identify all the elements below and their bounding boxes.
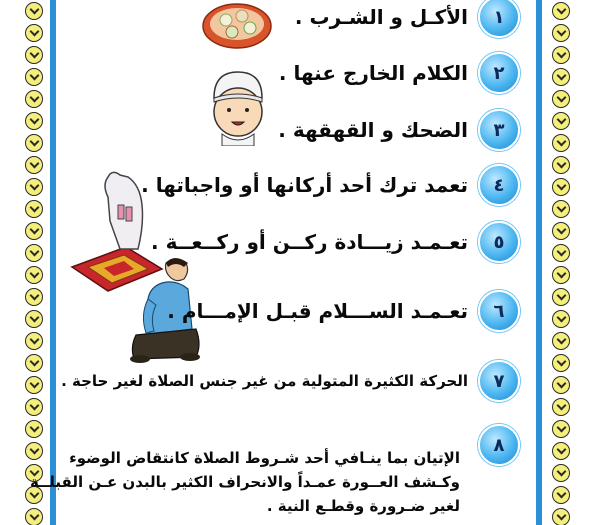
chevron-down-icon	[25, 222, 43, 240]
text-line: لغير ضـرورة وقطـع النية .	[266, 497, 460, 515]
chevron-down-icon	[25, 178, 43, 196]
chevron-down-icon	[25, 46, 43, 64]
chevron-down-icon	[25, 244, 43, 262]
chevron-down-icon	[552, 420, 570, 438]
list-item-text	[29, 446, 460, 518]
number-badge: ٦	[478, 290, 520, 332]
chevron-down-icon	[25, 112, 43, 130]
list-item-text: تعـمـد زيـــادة ركــن أو ركــعــة .	[151, 230, 468, 254]
chevron-down-icon	[552, 222, 570, 240]
number-badge: ٧	[478, 360, 520, 402]
chevron-down-icon	[25, 354, 43, 372]
chevron-down-icon	[552, 442, 570, 460]
number-badge: ٣	[478, 109, 520, 151]
chevron-down-icon	[552, 354, 570, 372]
list-item-text: تعمد ترك أحد أركانها أو واجباتها .	[141, 173, 468, 197]
chevron-down-icon	[25, 156, 43, 174]
chevron-down-icon	[25, 200, 43, 218]
list-item-text: الأكـل و الشـرب .	[294, 5, 468, 29]
list-item-text: الضحك و القهقهة .	[278, 118, 468, 142]
chevron-down-icon	[25, 90, 43, 108]
chevron-down-icon	[25, 134, 43, 152]
chevron-down-icon	[552, 464, 570, 482]
right-blue-stripe	[536, 0, 542, 525]
text-line: وكـشف العــورة عمـداً والانحراف الكثير بالبدن عـن القبلــة	[29, 473, 460, 491]
chevron-down-icon	[552, 90, 570, 108]
chevron-down-icon	[25, 442, 43, 460]
chevron-down-icon	[25, 310, 43, 328]
chevron-down-icon	[552, 24, 570, 42]
chevron-down-icon	[552, 508, 570, 525]
chevron-down-icon	[25, 68, 43, 86]
chevron-down-icon	[552, 2, 570, 20]
right-chevron-border	[549, 0, 575, 525]
list-item-text: تعـمـد الســـلام قبـل الإمـــام .	[167, 299, 468, 323]
chevron-down-icon	[25, 288, 43, 306]
list-item	[295, 0, 520, 38]
chevron-down-icon	[25, 508, 43, 525]
chevron-down-icon	[25, 420, 43, 438]
list-item	[141, 164, 520, 206]
chevron-down-icon	[25, 24, 43, 42]
list-item	[61, 360, 520, 402]
left-blue-stripe	[50, 0, 56, 525]
left-chevron-border	[22, 0, 48, 525]
chevron-down-icon	[552, 398, 570, 416]
chevron-down-icon	[552, 112, 570, 130]
chevron-down-icon	[552, 68, 570, 86]
chevron-down-icon	[552, 266, 570, 284]
chevron-down-icon	[552, 376, 570, 394]
number-badge: ٤	[478, 164, 520, 206]
chevron-down-icon	[552, 200, 570, 218]
chevron-down-icon	[25, 266, 43, 284]
list-item-text: الكلام الخارج عنها .	[278, 61, 468, 85]
boy-face-icon	[208, 68, 268, 146]
chevron-down-icon	[25, 332, 43, 350]
list-item	[279, 52, 520, 94]
number-badge: ١	[478, 0, 520, 38]
number-badge: ٥	[478, 221, 520, 263]
chevron-down-icon	[552, 310, 570, 328]
chevron-down-icon	[552, 288, 570, 306]
chevron-down-icon	[25, 376, 43, 394]
number-badge: ٨	[478, 424, 520, 466]
food-plate-icon	[202, 0, 272, 52]
list-item	[167, 290, 520, 332]
chevron-down-icon	[25, 398, 43, 416]
list-item-text: الحركة الكثيرة المتولية من غير جنس الصلاة لغير حاجة .	[61, 372, 468, 390]
number-badge: ٢	[478, 52, 520, 94]
content-panel	[29, 0, 530, 525]
list-item	[151, 221, 520, 263]
list-item	[478, 424, 520, 466]
chevron-down-icon	[552, 332, 570, 350]
chevron-down-icon	[25, 2, 43, 20]
chevron-down-icon	[552, 46, 570, 64]
chevron-down-icon	[552, 156, 570, 174]
chevron-down-icon	[552, 178, 570, 196]
text-line: الإتيان بما ينـافي أحد شـروط الصلاة كانتقاض الوضوء	[69, 449, 460, 467]
chevron-down-icon	[552, 486, 570, 504]
chevron-down-icon	[552, 134, 570, 152]
list-item	[278, 109, 520, 151]
chevron-down-icon	[552, 244, 570, 262]
